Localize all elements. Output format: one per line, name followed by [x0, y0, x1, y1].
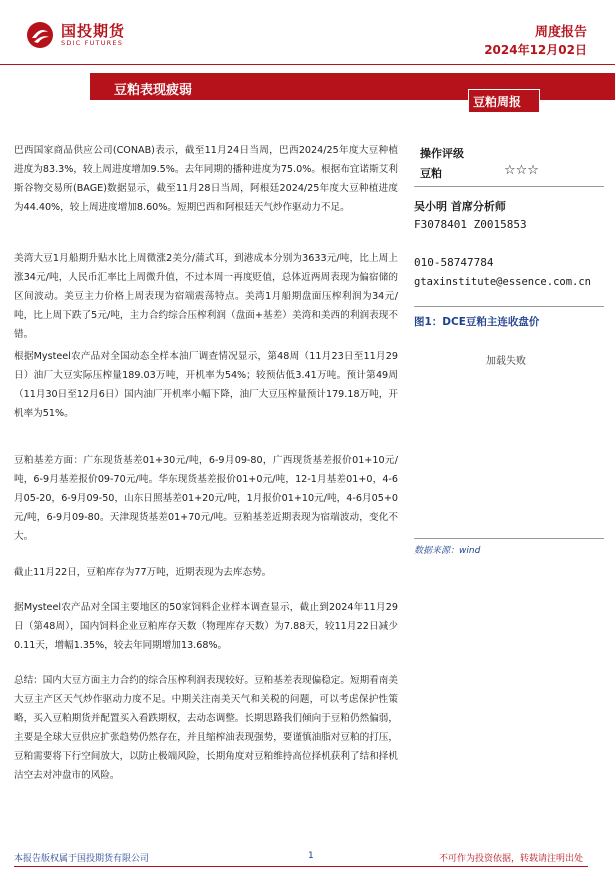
- logo-chinese-text: 国投期货: [61, 22, 126, 40]
- header-divider: [0, 64, 615, 65]
- paragraph-mill-crush-volume: 根据Mysteel农产品对全国动态全样本油厂调查情况显示，第48周（11月23日至11月29日）油厂大豆实际压榨量189.03万吨，开机率为54%；较预估低3.41万吨。预计第49周（11月30日至12月6日）国内油厂开机率小幅下降，油厂大豆压榨量预计179.18万吨，开机率为51%。: [14, 351, 398, 419]
- analyst-phone: 010-58747784: [414, 256, 494, 269]
- analyst-name: 吴小明 首席分析师: [414, 200, 506, 213]
- rating-stars-icon: ☆☆☆: [504, 163, 539, 178]
- paragraph-feed-inventory-days: 据Mysteel农产品对全国主要地区的50家饲料企业样本调查显示，截止到2024年11月29日（第48周），国内饲料企业豆粕库存天数（物理库存天数）为7.88天，较11月22日减少0.11天，增幅1.35%，较去年同期增加13.68%。: [14, 602, 398, 651]
- figure-source: 数据来源：wind: [414, 546, 481, 556]
- footer-disclaimer: 不可作为投资依据，转载请注明出处: [438, 854, 583, 864]
- report-tag: 豆粕周报: [473, 95, 522, 109]
- figure-bottom-divider: [414, 538, 604, 539]
- figure-top-divider: [414, 306, 604, 307]
- footer-divider: [14, 866, 588, 867]
- report-date: 2024年12月02日: [484, 43, 587, 57]
- rating-product: 豆粕: [420, 167, 442, 180]
- report-type: 周度报告: [534, 25, 587, 40]
- logo-english-text: SDIC FUTURES: [61, 39, 124, 47]
- paragraph-basis: 豆粕基差方面：广东现货基差01+30元/吨，6-9月09-80，广西现货基差报价01+10元/吨，6-9月基差报价09-70元/吨。华东现货基差报价01+0元/吨，12-1月基差01+0，4-6月05-20，6-9月09-50，山东日照基差01+20元/吨，1月报价01+10元/吨，4-6月05+0元/吨，6-9月09-80。天津现货基差01+70元/吨。豆粕基差近期表现为宿端波动，变化不大。: [14, 455, 398, 542]
- paragraph-inventory: 截止11月22日，豆粕库存为77万吨，近期表现为去库态势。: [14, 567, 272, 578]
- paragraph-south-america-planting: 巴西国家商品供应公司(CONAB)表示，截至11月24日当周，巴西2024/25年度大豆种植进度为83.3%，较上周进度增加9.5%。去年同期的播种进度为75.0%。根据布宜诺斯艾利斯谷物交易所(BAGE)数据显示，截至11月28日当周，阿根廷2024/25年度大豆种植进度为44.40%，较上周进度增加8.60%。短期巴西和阿根廷天气炒作驱动力不足。: [14, 145, 398, 213]
- analyst-email[interactable]: gtaxinstitute@essence.com.cn: [414, 276, 592, 288]
- rating-heading: 操作评级: [420, 147, 464, 160]
- logo-mark-icon: [25, 20, 55, 50]
- report-title: 豆粕表现疲弱: [114, 83, 193, 98]
- footer-copyright: 本报告版权属于国投期货有限公司: [14, 854, 150, 864]
- company-logo: [25, 18, 175, 52]
- sidebar-divider: [414, 186, 604, 187]
- page-header: [0, 0, 615, 66]
- paragraph-us-crush-margin: 美湾大豆1月船期升贴水比上周微涨2美分/蒲式耳，到港成本分别为3633元/吨，比上周上涨34元/吨，人民币汇率比上周微升值，不过本周一再度贬值，总体近两周表现为偏宿储的区间波动。美豆主力价格上周表现为宿端震荡特点。美湾1月船期盘面压榨利润为34元/吨，比上周下跌了5元/吨，主力合约综合压榨利润（盘面+基差）美湾和美西的利润表现不错。: [14, 253, 398, 340]
- paragraph-summary: 总结：国内大豆方面主力合约的综合压榨利润表现较好。豆粕基差表现偏稳定。短期看南美大豆主产区天气炒作驱动力度不足。中期关注南美天气和关税的问题，可以考虑保护性策略，买入豆粕期货并配置买入看跌期权，去动态调整。长期思路我们倾向于豆粕仍然偏弱，主要是全球大豆供应扩张趋势仍然存在，并且缩榨油表现强势，要谨慎油脂对豆粕的打压，豆粕需要将下行空间放大，以防止极端风险，长期角度对豆粕维持高位择机获利了结和择机沽空去对冲盘市的风险。: [14, 675, 398, 781]
- figure-load-failed-text: 加载失败: [486, 356, 526, 367]
- figure-caption: 图1：DCE豆粕主连收盘价: [414, 316, 540, 328]
- analyst-license: F3078401 Z0015853: [414, 218, 527, 231]
- page-number: 1: [308, 851, 314, 861]
